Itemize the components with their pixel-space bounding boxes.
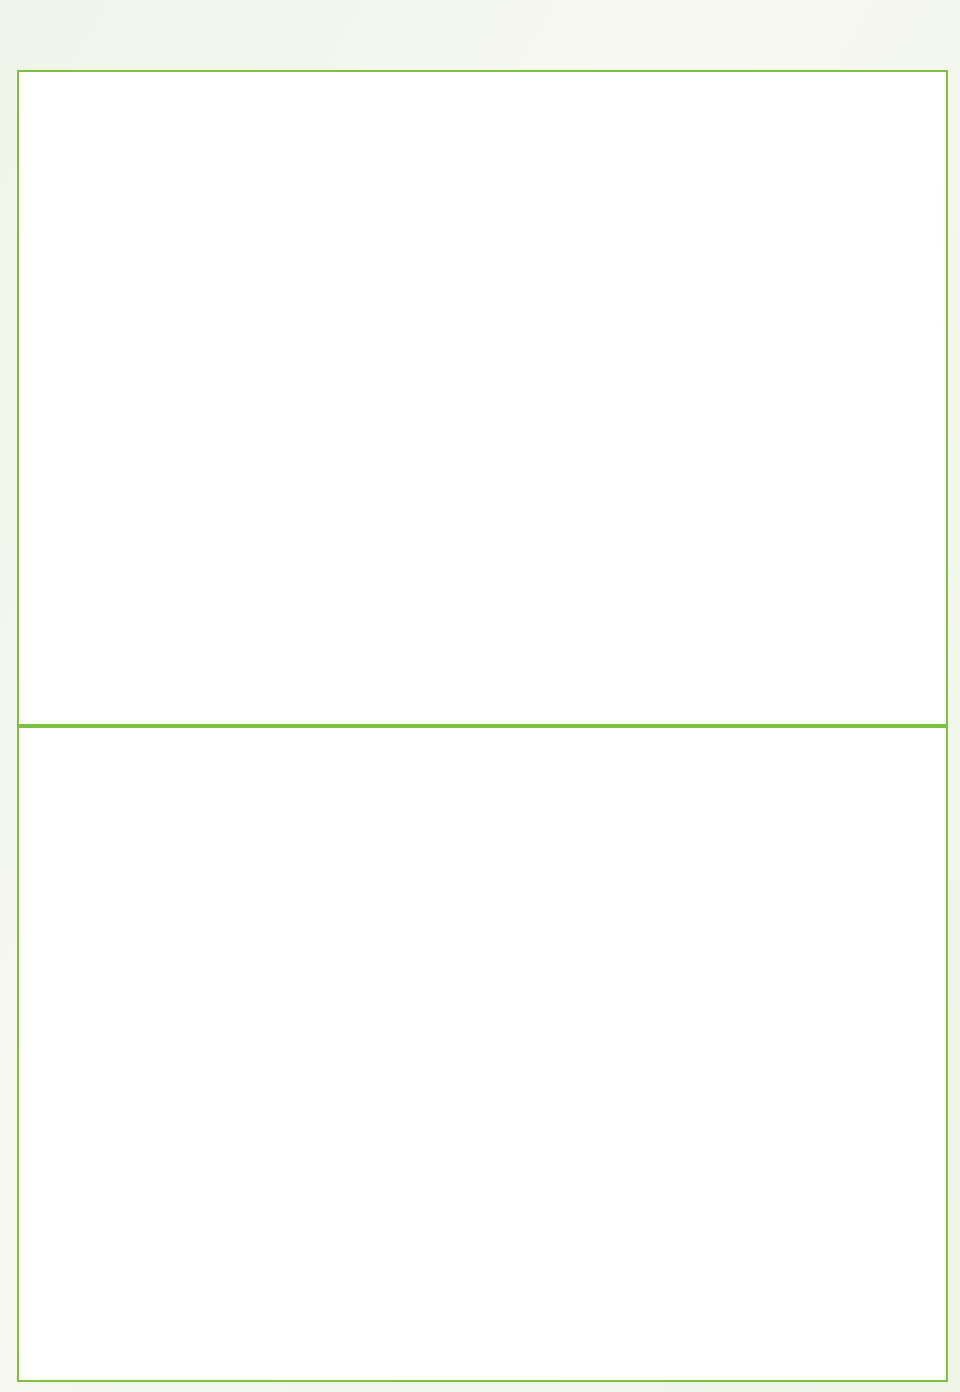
months-row-bottom xyxy=(19,728,946,1380)
first-half-table xyxy=(17,70,948,726)
page-header xyxy=(18,22,942,62)
second-half-table xyxy=(17,726,948,1382)
months-row-top xyxy=(19,72,946,724)
